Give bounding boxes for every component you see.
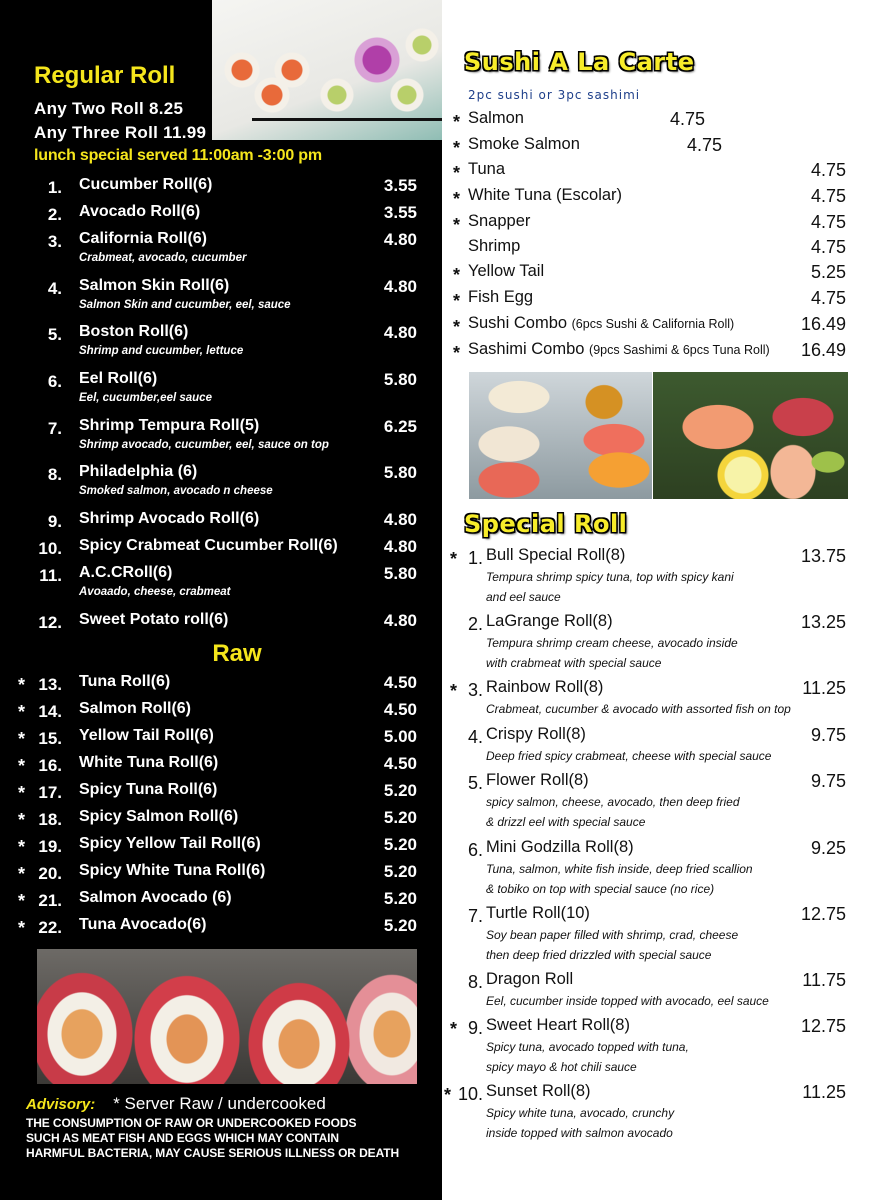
item-description: spicy salmon, cheese, avocado, then deep fried	[486, 795, 740, 809]
item-number: 1.	[47, 178, 62, 197]
raw-asterisk-icon: *	[450, 549, 458, 569]
item-description: and eel sauce	[486, 590, 561, 604]
item-name: Yellow Tail Roll(6)	[79, 727, 214, 744]
raw-asterisk-icon: *	[453, 112, 461, 132]
item-price: 4.80	[383, 510, 417, 529]
item-price: 13.75	[800, 546, 846, 566]
advisory-warning-line: THE CONSUMPTION OF RAW OR UNDERCOOKED FOODS	[26, 1116, 357, 1130]
menu-item	[0, 510, 442, 532]
raw-asterisk-icon: *	[18, 783, 26, 803]
raw-asterisk-icon: *	[18, 837, 26, 857]
item-number: 20.	[38, 864, 62, 883]
item-number: 11.	[39, 566, 62, 585]
item-price: 12.75	[800, 1016, 846, 1036]
item-description: inside topped with salmon avocado	[486, 1126, 673, 1140]
raw-asterisk-icon: *	[18, 702, 26, 722]
item-name: Flower Roll(8)	[486, 771, 589, 789]
item-number: 10.	[38, 539, 62, 558]
item-name: Tuna Roll(6)	[79, 673, 171, 690]
item-price: 5.80	[383, 370, 417, 389]
item-price: 9.25	[810, 838, 846, 858]
item-number: 22.	[38, 918, 62, 937]
menu-item-raw	[0, 916, 442, 938]
item-description: & drizzl eel with special sauce	[486, 815, 646, 829]
item-number: 18.	[38, 810, 62, 829]
raw-asterisk-icon: *	[453, 265, 461, 285]
item-description: Smoked salmon, avocado n cheese	[79, 485, 273, 497]
item-price: 13.25	[800, 612, 846, 632]
item-name: Dragon Roll	[486, 970, 574, 988]
item-description: Shrimp and cucumber, lettuce	[79, 345, 244, 357]
item-number: 8.	[467, 972, 483, 992]
item-price: 5.20	[383, 808, 417, 827]
item-name: LaGrange Roll(8)	[486, 612, 613, 630]
raw-asterisk-icon: *	[453, 291, 461, 311]
item-description: Spicy tuna, avocado topped with tuna,	[486, 1040, 689, 1054]
item-price: 5.80	[383, 564, 417, 583]
item-price: 4.80	[383, 611, 417, 630]
item-description: Salmon Skin and cucumber, eel, sauce	[79, 299, 291, 311]
item-price: 11.25	[802, 678, 846, 698]
item-price: 4.75	[670, 109, 706, 129]
item-description: Tempura shrimp cream cheese, avocado inside	[486, 636, 738, 650]
item-number: 7.	[47, 419, 62, 438]
item-name: California Roll(6)	[79, 230, 208, 247]
item-name: Crispy Roll(8)	[486, 725, 586, 743]
advisory-label: Advisory:	[26, 1096, 96, 1113]
item-number: 13.	[38, 675, 62, 694]
item-price: 4.75	[810, 237, 846, 257]
item-name: Salmon	[468, 109, 524, 127]
item-number: 21.	[38, 891, 62, 910]
item-price: 5.20	[383, 916, 417, 935]
item-number: 16.	[38, 756, 62, 775]
menu-item	[0, 323, 442, 357]
item-description: & tobiko on top with special sauce (no rice)	[486, 882, 715, 896]
menu-item	[0, 537, 442, 559]
raw-asterisk-icon: *	[450, 681, 458, 701]
item-name: Salmon Roll(6)	[79, 700, 192, 717]
raw-asterisk-icon: *	[453, 189, 461, 209]
item-number: 3.	[47, 232, 62, 251]
menu-item	[0, 564, 442, 598]
nigiri-photo	[469, 372, 652, 499]
item-description: Tuna, salmon, white fish inside, deep fried scallion	[486, 862, 753, 876]
menu-item-raw	[0, 700, 442, 722]
raw-asterisk-icon: *	[18, 729, 26, 749]
a-la-carte-item	[442, 262, 884, 286]
combo-two-roll: Any Two Roll 8.25	[34, 99, 184, 118]
item-name: Avocado Roll(6)	[79, 203, 201, 220]
item-number: 2.	[47, 205, 62, 224]
item-name: Shrimp	[468, 237, 521, 255]
item-price: 4.80	[383, 323, 417, 342]
item-number: 14.	[38, 702, 62, 721]
menu-item	[0, 230, 442, 264]
a-la-carte-item	[442, 109, 884, 133]
sashimi-photo	[653, 372, 848, 499]
right-panel	[442, 0, 884, 1200]
menu-item-raw	[0, 862, 442, 884]
raw-asterisk-icon: *	[450, 1019, 458, 1039]
item-name: Tuna Avocado(6)	[79, 916, 207, 933]
item-price: 11.75	[802, 970, 846, 990]
item-number: 3.	[467, 680, 483, 700]
item-name: Shrimp Avocado Roll(6)	[79, 510, 260, 527]
menu-item-raw	[0, 754, 442, 776]
menu-item-raw	[0, 889, 442, 911]
item-number: 1.	[467, 548, 483, 568]
item-description: with crabmeat with special sauce	[486, 656, 662, 670]
item-number: 9.	[467, 1018, 483, 1038]
raw-asterisk-icon: *	[453, 343, 461, 363]
raw-asterisk-icon: *	[18, 675, 26, 695]
a-la-carte-item	[442, 340, 884, 364]
item-name: Spicy Crabmeat Cucumber Roll(6)	[79, 537, 338, 554]
advisory-line	[26, 1094, 326, 1114]
sushi-a-la-carte-title: Sushi A La Carte	[464, 48, 695, 76]
item-price: 4.50	[383, 673, 417, 692]
item-price: 5.25	[810, 262, 846, 282]
menu-item-raw	[0, 673, 442, 695]
item-name: Shrimp Tempura Roll(5)	[79, 417, 260, 434]
advisory-warning-line: HARMFUL BACTERIA, MAY CAUSE SERIOUS ILLNESS OR DEATH	[26, 1146, 400, 1160]
item-price: 4.75	[810, 288, 846, 308]
item-name: Fish Egg	[468, 288, 534, 306]
item-description: then deep fried drizzled with special sauce	[486, 948, 712, 962]
item-description: Crabmeat, avocado, cucumber	[79, 252, 247, 264]
item-name: Salmon Skin Roll(6)	[79, 277, 230, 294]
item-name: A.C.CRoll(6)	[79, 564, 173, 581]
item-price: 5.20	[383, 835, 417, 854]
item-price: 4.75	[810, 186, 846, 206]
sushi-platter-photo	[212, 0, 442, 140]
menu-item	[0, 463, 442, 497]
item-name: Salmon Avocado (6)	[79, 889, 232, 906]
item-price: 12.75	[800, 904, 846, 924]
menu-item-raw	[0, 727, 442, 749]
item-number: 5.	[467, 773, 483, 793]
a-la-carte-item	[442, 160, 884, 184]
raw-asterisk-icon: *	[444, 1085, 452, 1105]
item-number: 2.	[467, 614, 483, 634]
item-note: (6pcs Sushi & California Roll)	[571, 317, 735, 331]
item-price: 4.75	[810, 212, 846, 232]
advisory-warning-line: SUCH AS MEAT FISH AND EGGS WHICH MAY CONTAIN	[26, 1131, 339, 1145]
item-price: 5.20	[383, 862, 417, 881]
item-name: Sweet Potato roll(6)	[79, 611, 229, 628]
item-name: Philadelphia (6)	[79, 463, 198, 480]
item-name: Eel Roll(6)	[79, 370, 158, 387]
a-la-carte-item	[442, 212, 884, 236]
item-note: (9pcs Sashimi & 6pcs Tuna Roll)	[589, 343, 770, 357]
menu-item-raw	[0, 781, 442, 803]
item-description: Deep fried spicy crabmeat, cheese with special sauce	[486, 749, 772, 763]
chopsticks-graphic	[252, 118, 442, 121]
item-number: 4.	[47, 279, 62, 298]
a-la-carte-item	[442, 186, 884, 210]
item-number: 7.	[467, 906, 483, 926]
item-number: 15.	[38, 729, 62, 748]
raw-asterisk-icon: *	[18, 756, 26, 776]
item-name: Spicy White Tuna Roll(6)	[79, 862, 266, 879]
item-price: 4.75	[810, 160, 846, 180]
item-description: Soy bean paper filled with shrimp, crad, cheese	[486, 928, 739, 942]
menu-item	[0, 176, 442, 198]
item-name: Tuna	[468, 160, 505, 178]
item-price: 6.25	[383, 417, 417, 436]
menu-item-raw	[0, 835, 442, 857]
item-price: 9.75	[810, 725, 846, 745]
item-name: Boston Roll(6)	[79, 323, 189, 340]
rolls-photo	[37, 949, 417, 1084]
combo-three-roll: Any Three Roll 11.99	[34, 123, 207, 142]
item-price: 11.25	[802, 1082, 846, 1102]
item-name: Spicy Yellow Tail Roll(6)	[79, 835, 261, 852]
item-description: spicy mayo & hot chili sauce	[486, 1060, 637, 1074]
item-name: Sushi Combo (6pcs Sushi & California Roll)	[468, 314, 735, 332]
raw-asterisk-icon: *	[453, 317, 461, 337]
item-price: 3.55	[383, 203, 417, 222]
item-name: White Tuna Roll(6)	[79, 754, 219, 771]
item-number: 8.	[47, 465, 62, 484]
item-number: 9.	[47, 512, 62, 531]
item-name: Snapper	[468, 212, 531, 230]
item-number: 10.	[457, 1084, 483, 1104]
raw-asterisk-icon: *	[18, 810, 26, 830]
a-la-carte-item	[442, 314, 884, 338]
item-name: Smoke Salmon	[468, 135, 580, 153]
menu-item	[0, 277, 442, 311]
a-la-carte-item	[442, 288, 884, 312]
a-la-carte-subtitle: 2pc sushi or 3pc sashimi	[468, 88, 641, 102]
item-description: Eel, cucumber,eel sauce	[79, 392, 212, 404]
menu-item	[0, 417, 442, 451]
item-name: Sunset Roll(8)	[486, 1082, 591, 1100]
item-price: 5.20	[383, 889, 417, 908]
regular-roll-title: Regular Roll	[34, 62, 176, 89]
item-price: 9.75	[810, 771, 846, 791]
menu-item	[0, 611, 442, 633]
item-name: White Tuna (Escolar)	[468, 186, 623, 204]
a-la-carte-item	[442, 237, 884, 261]
lunch-special-note: lunch special served 11:00am -3:00 pm	[34, 147, 322, 164]
item-price: 16.49	[800, 314, 846, 334]
item-number: 6.	[47, 372, 62, 391]
item-price: 5.80	[383, 463, 417, 482]
item-price: 5.20	[383, 781, 417, 800]
item-name: Yellow Tail	[468, 262, 545, 280]
item-description: Spicy white tuna, avocado, crunchy	[486, 1106, 675, 1120]
raw-asterisk-icon: *	[18, 891, 26, 911]
item-description: Shrimp avocado, cucumber, eel, sauce on top	[79, 439, 329, 451]
item-description: Tempura shrimp spicy tuna, top with spicy kani	[486, 570, 734, 584]
item-price: 4.80	[383, 537, 417, 556]
item-name: Rainbow Roll(8)	[486, 678, 604, 696]
item-number: 17.	[38, 783, 62, 802]
item-price: 4.50	[383, 700, 417, 719]
item-name: Sweet Heart Roll(8)	[486, 1016, 630, 1034]
raw-asterisk-icon: *	[453, 215, 461, 235]
raw-section-title: Raw	[212, 640, 262, 667]
raw-asterisk-icon: *	[453, 163, 461, 183]
item-number: 5.	[47, 325, 62, 344]
raw-asterisk-icon: *	[453, 138, 461, 158]
item-description: Eel, cucumber inside topped with avocado, eel sauce	[486, 994, 769, 1008]
item-name: Turtle Roll(10)	[486, 904, 590, 922]
item-description: Avoaado, cheese, crabmeat	[79, 586, 231, 598]
item-description: Crabmeat, cucumber & avocado with assorted fish on top	[486, 702, 791, 716]
item-price: 16.49	[800, 340, 846, 360]
special-roll-title: Special Roll	[464, 510, 628, 538]
menu-item-raw	[0, 808, 442, 830]
item-name: Spicy Tuna Roll(6)	[79, 781, 218, 798]
advisory-headline: * Server Raw / undercooked	[113, 1094, 326, 1113]
item-name: Spicy Salmon Roll(6)	[79, 808, 239, 825]
item-name: Bull Special Roll(8)	[486, 546, 626, 564]
item-price: 4.80	[383, 277, 417, 296]
menu-item	[0, 370, 442, 404]
item-number: 19.	[38, 837, 62, 856]
menu-item	[0, 203, 442, 225]
item-price: 4.50	[383, 754, 417, 773]
a-la-carte-item	[442, 135, 884, 159]
item-price: 4.75	[687, 135, 723, 155]
raw-asterisk-icon: *	[18, 864, 26, 884]
item-name: Mini Godzilla Roll(8)	[486, 838, 634, 856]
item-number: 4.	[467, 727, 483, 747]
item-name: Sashimi Combo (9pcs Sashimi & 6pcs Tuna Roll)	[468, 340, 770, 358]
item-price: 4.80	[383, 230, 417, 249]
item-price: 3.55	[383, 176, 417, 195]
item-number: 6.	[467, 840, 483, 860]
item-name: Cucumber Roll(6)	[79, 176, 213, 193]
item-number: 12.	[38, 613, 62, 632]
raw-asterisk-icon: *	[18, 918, 26, 938]
item-price: 5.00	[383, 727, 417, 746]
